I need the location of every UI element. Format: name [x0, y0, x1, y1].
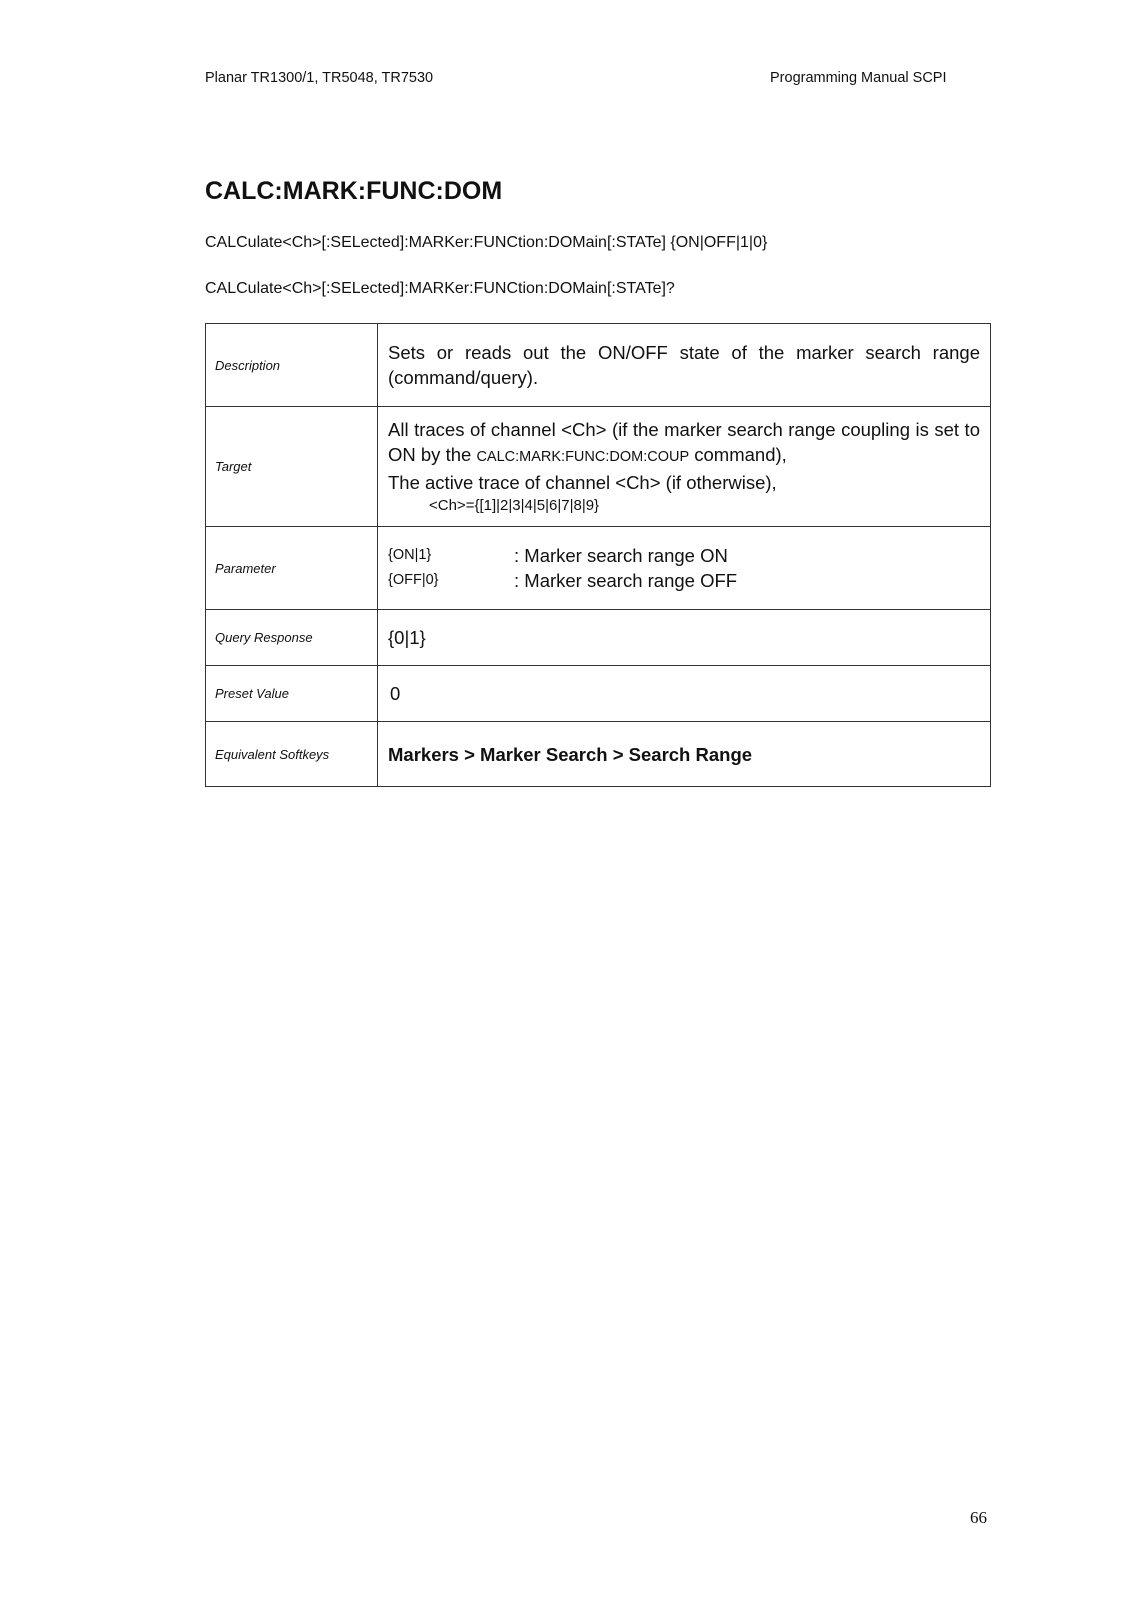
softkeys-value: Markers > Marker Search > Search Range	[378, 722, 991, 787]
parameter-value	[378, 527, 991, 610]
page-number: 66	[970, 1508, 987, 1527]
target-line-1-text: All traces of channel <Ch> (if the marker search range coupling is set to ON by the	[388, 418, 980, 465]
target-line-1	[388, 417, 980, 470]
table-row-preset-value	[206, 666, 991, 722]
query-response-value: {0|1}	[378, 610, 991, 666]
parameter-desc: : Marker search range OFF	[514, 570, 738, 591]
target-label: Target	[206, 407, 378, 527]
header-product: Planar TR1300/1, TR5048, TR7530	[205, 70, 434, 86]
softkeys-label: Equivalent Softkeys	[206, 722, 378, 787]
header-manual-title: Programming Manual SCPI	[770, 70, 947, 86]
command-syntax: CALCulate<Ch>[:SELected]:MARKer:FUNCtion:DOMain[:STATe] {ON|OFF|1|0}	[205, 234, 768, 251]
table-row-description	[206, 324, 991, 407]
description-label: Description	[206, 324, 378, 407]
target-command: CALC:MARK:FUNC:DOM:COUP	[476, 448, 690, 465]
parameter-label: Parameter	[206, 527, 378, 610]
parameter-desc: : Marker search range ON	[514, 545, 728, 566]
command-title: CALC:MARK:FUNC:DOM	[205, 177, 503, 205]
parameter-key: {ON|1}	[388, 547, 432, 563]
target-value	[378, 407, 991, 527]
parameter-key: {OFF|0}	[388, 572, 439, 588]
target-channel-range: <Ch>={[1]|2|3|4|5|6|7|8|9}	[429, 496, 600, 514]
preset-value-value	[378, 666, 991, 722]
parameter-row	[388, 568, 980, 593]
target-line-2: The active trace of channel <Ch> (if otherwise),	[388, 471, 777, 493]
query-response-label: Query Response	[206, 610, 378, 666]
command-spec-table	[205, 323, 991, 787]
table-row-target	[206, 407, 991, 527]
table-row-parameter	[206, 527, 991, 610]
description-value: Sets or reads out the ON/OFF state of the marker search range (command/query).	[378, 324, 991, 407]
preset-value-text: 0	[390, 683, 401, 704]
preset-value-label: Preset Value	[206, 666, 378, 722]
query-syntax: CALCulate<Ch>[:SELected]:MARKer:FUNCtion:DOMain[:STATe]?	[205, 280, 675, 297]
table-row-query-response	[206, 610, 991, 666]
table-row-softkeys	[206, 722, 991, 787]
target-line-1-end: command),	[694, 443, 787, 465]
parameter-row	[388, 543, 980, 568]
